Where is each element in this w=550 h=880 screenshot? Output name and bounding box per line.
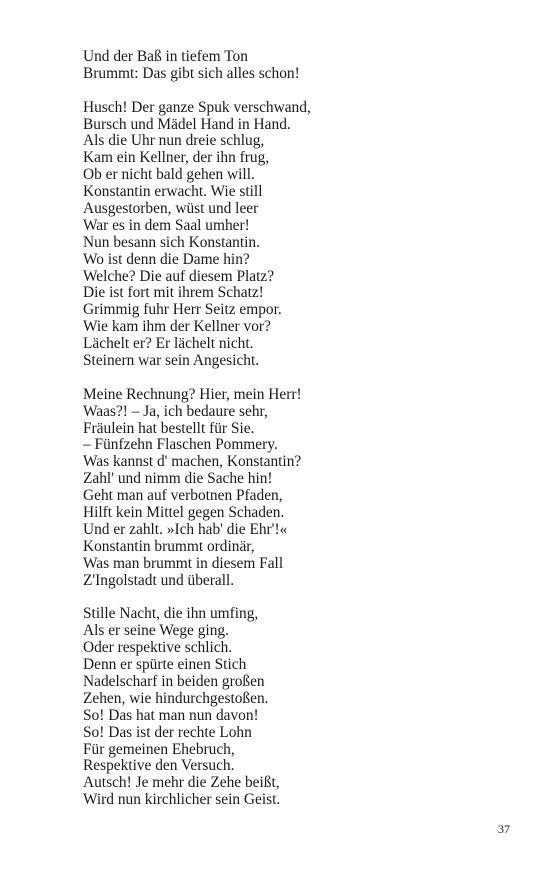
verse-line: Grimmig fuhr Herr Seitz empor.	[83, 301, 282, 319]
verse-line: Meine Rechnung? Hier, mein Herr!	[83, 385, 302, 403]
poem-text	[83, 49, 503, 826]
verse-line: Lächelt er? Er lächelt nicht.	[83, 335, 254, 353]
verse-line: War es in dem Saal umher!	[83, 216, 250, 234]
verse-line: Als die Uhr nun dreie schlug,	[83, 132, 265, 150]
verse-line: Zahl' und nimm die Sache hin!	[83, 470, 273, 488]
verse-line: Wird nun kirchlicher sein Geist.	[83, 791, 281, 809]
verse-line: Wie kam ihm der Kellner vor?	[83, 318, 271, 336]
verse-line: Und er zahlt. »Ich hab' die Ehr'!«	[83, 520, 288, 538]
verse-line: Respektive den Versuch.	[83, 757, 235, 775]
verse-line: Und der Baß in tiefem Ton	[83, 48, 248, 65]
verse-line: Konstantin brummt ordinär,	[83, 537, 255, 555]
verse-line: Hilft kein Mittel gegen Schaden.	[83, 504, 285, 522]
verse-line: Als er seine Wege ging.	[83, 622, 229, 640]
verse-line: Autsch! Je mehr die Zehe beißt,	[83, 774, 280, 792]
verse-line: Denn er spürte einen Stich	[83, 656, 247, 674]
verse-line: Was man brummt in diesem Fall	[83, 554, 284, 572]
verse-line: Brummt: Das gibt sich alles schon!	[83, 64, 300, 82]
verse-line: Fräulein hat bestellt für Sie.	[83, 419, 255, 437]
verse-line: Was kannst d' machen, Konstantin?	[83, 453, 302, 471]
verse-line: Wo ist denn die Dame hin?	[83, 250, 250, 268]
page-number: 37	[498, 822, 510, 836]
verse-line: Für gemeinen Ehebruch,	[83, 740, 235, 758]
verse-line: Z'Ingolstadt und überall.	[83, 571, 235, 589]
verse-line: Zehen, wie hindurchgestoßen.	[83, 689, 269, 707]
verse-line: Waas?! – Ja, ich bedaure sehr,	[83, 402, 268, 420]
verse-line: Welche? Die auf diesem Platz?	[83, 267, 275, 285]
verse-line: Ausgestorben, wüst und leer	[83, 200, 259, 218]
verse-line: Geht man auf verbotnen Pfaden,	[83, 487, 283, 505]
verse-line: Nadelscharf in beiden großen	[83, 672, 265, 690]
stanza-3	[83, 387, 503, 590]
verse-line: Ob er nicht bald gehen will.	[83, 166, 255, 184]
verse-line: Stille Nacht, die ihn umfing,	[83, 605, 259, 623]
verse-line: So! Das ist der rechte Lohn	[83, 723, 252, 741]
stanza-4	[83, 606, 503, 809]
verse-line: Bursch und Mädel Hand in Hand.	[83, 115, 291, 133]
verse-line: Nun besann sich Konstantin.	[83, 233, 260, 251]
verse-line: Husch! Der ganze Spuk verschwand,	[83, 98, 311, 116]
verse-line: Kam ein Kellner, der ihn frug,	[83, 149, 270, 167]
stanza-1	[83, 49, 503, 83]
verse-line: So! Das hat man nun davon!	[83, 706, 259, 724]
verse-line: Oder respektive schlich.	[83, 639, 233, 657]
verse-line: Steinern war sein Angesicht.	[83, 352, 260, 370]
stanza-2	[83, 100, 503, 370]
verse-line: Die ist fort mit ihrem Schatz!	[83, 284, 264, 302]
verse-line: Konstantin erwacht. Wie still	[83, 183, 263, 201]
verse-line: – Fünfzehn Flaschen Pommery.	[83, 436, 278, 454]
